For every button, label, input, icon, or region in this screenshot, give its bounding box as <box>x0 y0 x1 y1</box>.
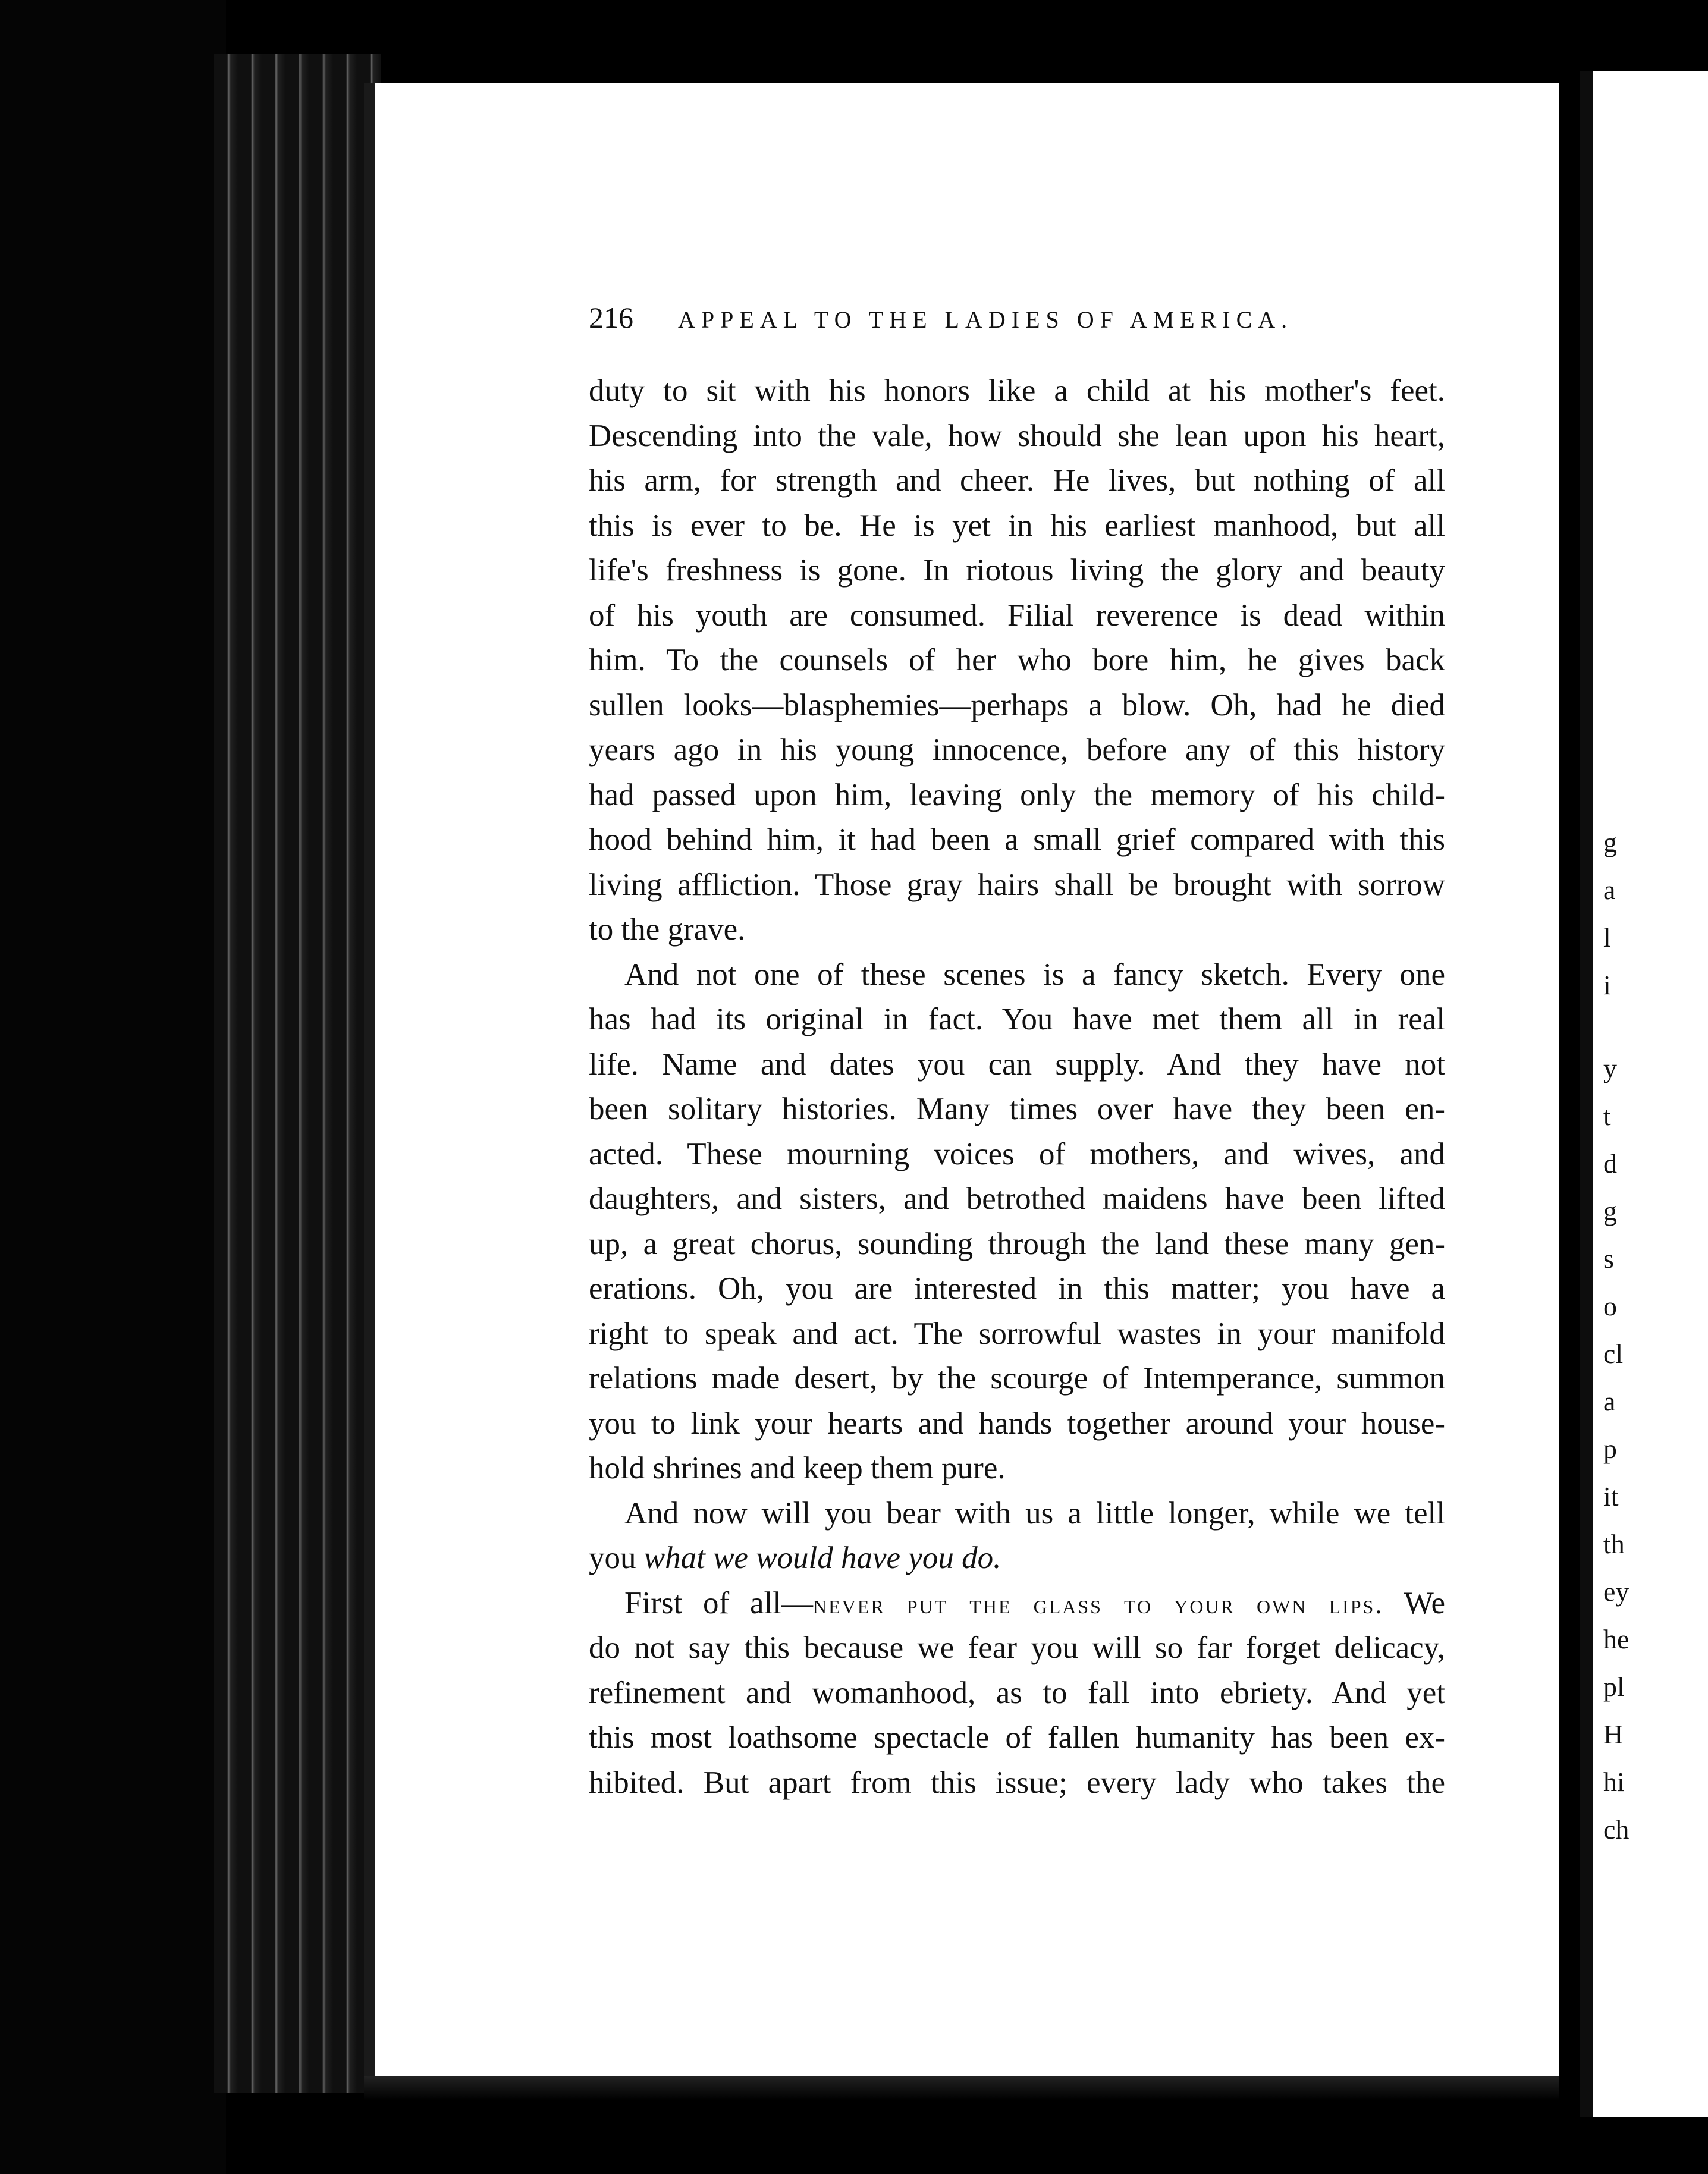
facing-page-fragment: it <box>1603 1481 1619 1512</box>
text-line: this most loathsome spectacle of fallen humanity has been ex- <box>589 1720 1445 1755</box>
text-line: refinement and womanhood, as to fall into ebriety. And yet <box>589 1675 1445 1710</box>
page-stack-edges <box>214 54 381 2093</box>
facing-page-fragment: p <box>1603 1434 1617 1464</box>
text-line: life's freshness is gone. In riotous living the glory and beauty <box>589 553 1445 588</box>
text-line <box>589 1536 1445 1581</box>
text-span: We <box>1383 1585 1446 1620</box>
text-line: to the grave. <box>589 912 746 947</box>
facing-page-fragment: he <box>1603 1624 1629 1654</box>
facing-page-fragment: th <box>1603 1529 1625 1559</box>
text-line: you to link your hearts and hands together around your house- <box>589 1406 1445 1441</box>
text-line: life. Name and dates you can supply. And they have not <box>589 1047 1445 1082</box>
running-header <box>589 300 1338 335</box>
page-number: 216 <box>589 301 633 334</box>
page-bottom-shadow <box>364 2076 1559 2100</box>
small-caps-phrase: never put the glass to your own lips. <box>813 1588 1384 1619</box>
text-line: relations made desert, by the scourge of Intemperance, summon <box>589 1361 1445 1396</box>
facing-page-fragment: t <box>1603 1101 1611 1131</box>
facing-page-fragment: d <box>1603 1148 1617 1179</box>
facing-page-fragment: cl <box>1603 1339 1624 1369</box>
facing-page-fragment: ey <box>1603 1576 1629 1607</box>
facing-page-fragment: y <box>1603 1053 1617 1083</box>
scan-background <box>0 0 226 2174</box>
text-line: him. To the counsels of her who bore him, he gives back <box>589 643 1445 677</box>
text-line: has had its original in fact. You have met them all in real <box>589 1002 1445 1036</box>
running-title: APPEAL TO THE LADIES OF AMERICA. <box>678 306 1293 333</box>
text-line: And not one of these scenes is a fancy sketch. Every one <box>624 957 1445 992</box>
facing-page-fragment: l <box>1603 922 1611 953</box>
facing-page-fragments <box>1603 71 1708 2117</box>
text-line: up, a great chorus, sounding through the land these many gen- <box>589 1226 1445 1261</box>
text-line: had passed upon him, leaving only the memory of his child- <box>589 777 1445 812</box>
text-line: this is ever to be. He is yet in his earliest manhood, but all <box>589 508 1445 543</box>
text-line: Descending into the vale, how should she lean upon his heart, <box>589 418 1445 453</box>
facing-page-fragment: g <box>1603 827 1617 857</box>
text-line: living affliction. Those gray hairs shall be brought with sorrow <box>589 867 1445 902</box>
facing-page-fragment: ch <box>1603 1814 1629 1845</box>
italic-phrase: what we would have you do. <box>643 1541 1001 1575</box>
facing-page-fragment: a <box>1603 875 1616 905</box>
facing-page-fragment: g <box>1603 1196 1617 1226</box>
facing-page-fragment: o <box>1603 1291 1617 1321</box>
text-line <box>589 1581 1445 1626</box>
text-line: hibited. But apart from this issue; every lady who takes the <box>589 1765 1445 1800</box>
text-line: sullen looks—blasphemies—perhaps a blow. Oh, had he died <box>589 687 1445 722</box>
text-line: hood behind him, it had been a small grief compared with this <box>589 822 1445 857</box>
facing-page-fragment: i <box>1603 970 1611 1000</box>
text-line: hold shrines and keep them pure. <box>589 1451 1006 1485</box>
body-text <box>589 369 1445 1805</box>
text-line: of his youth are consumed. Filial reverence is dead within <box>589 598 1445 633</box>
text-line: years ago in his young innocence, before any of this history <box>589 733 1445 767</box>
facing-page-fragment: hi <box>1603 1767 1625 1797</box>
text-span: First of all— <box>624 1585 814 1620</box>
facing-page-fragment: pl <box>1603 1672 1625 1702</box>
facing-page-fragment: H <box>1603 1719 1624 1749</box>
facing-page-fragment: a <box>1603 1386 1616 1416</box>
text-line: his arm, for strength and cheer. He lives, but nothing of all <box>589 463 1445 498</box>
text-line: erations. Oh, you are interested in this matter; you have a <box>589 1271 1445 1306</box>
text-span: you <box>589 1541 644 1575</box>
text-line: duty to sit with his honors like a child at his mother's feet. <box>589 373 1445 408</box>
text-line: been solitary histories. Many times over have they been en- <box>589 1092 1445 1126</box>
text-line: daughters, and sisters, and betrothed maidens have been lifted <box>589 1182 1445 1216</box>
facing-page-fragment: s <box>1603 1243 1614 1274</box>
text-line: do not say this because we fear you will so far forget delicacy, <box>589 1630 1445 1665</box>
text-line: And now will you bear with us a little longer, while we tell <box>624 1496 1445 1531</box>
text-line: right to speak and act. The sorrowful wastes in your manifold <box>589 1316 1445 1351</box>
facing-page-strip <box>1580 71 1708 2117</box>
text-line: acted. These mourning voices of mothers, and wives, and <box>589 1136 1445 1171</box>
